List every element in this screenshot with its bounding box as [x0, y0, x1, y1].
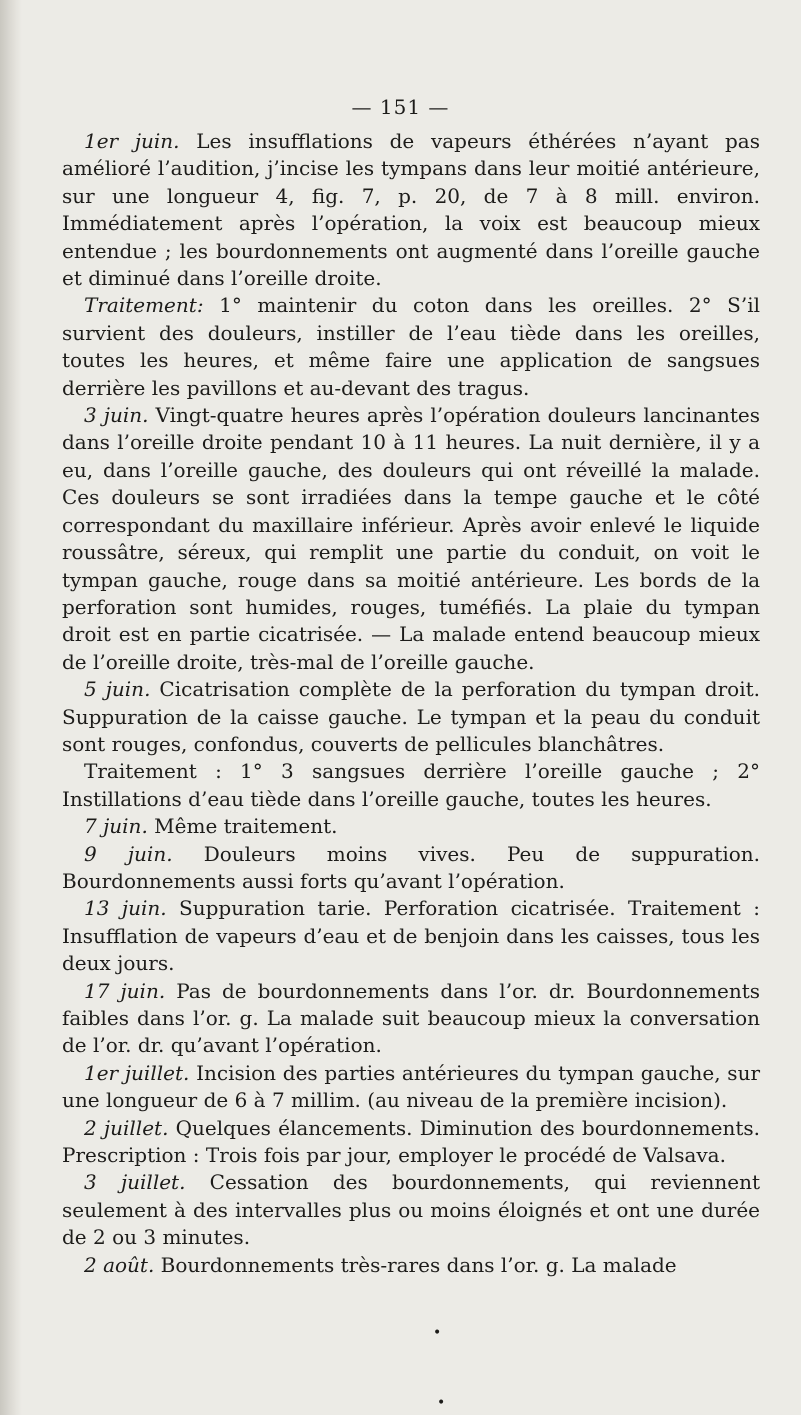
entry-text: Cessation des bourdonnements, qui reviennent seulement à des intervalles plus ou moins éloignés et ont une durée de 2 ou 3 minutes. — [62, 1170, 760, 1250]
entry-date: 3 juillet. — [84, 1170, 186, 1195]
paragraph-6 — [62, 813, 760, 840]
paragraph-4 — [62, 676, 760, 758]
paragraph-9 — [62, 978, 760, 1060]
paragraph-11 — [62, 1115, 760, 1170]
entry-text: Incision des parties antérieures du tympan gauche, sur une longueur de 6 à 7 millim. (au niveau de la première incision). — [62, 1060, 761, 1113]
entry-text: Pas de bourdonnements dans l’or. dr. Bourdonnements faibles dans l’or. g. La malade suit beaucoup mieux la conversation de l’or. dr. qu’avant l’opération. — [62, 978, 761, 1058]
entry-date: 2 juillet. — [84, 1115, 169, 1140]
entry-date: 1er juin. — [84, 129, 180, 153]
ink-speck: • — [437, 1395, 446, 1411]
body-text — [62, 128, 760, 1279]
entry-text: Douleurs moins vives. Peu de suppuration. Bourdonnements aussi forts qu’avant l’opération. — [62, 841, 760, 893]
paragraph-8 — [62, 895, 760, 977]
entry-text: Quelques élancements. Diminution des bourdonnements. Prescription : Trois fois par jour, employer le procédé de Valsava. — [62, 1115, 761, 1168]
entry-date: 9 juin. — [84, 841, 173, 866]
paragraph-2 — [62, 292, 760, 402]
entry-text: Suppuration tarie. Perforation cicatrisée. Traitement : Insufflation de vapeurs d’eau et de benjoin dans les caisses, tous les deux jours. — [62, 896, 761, 976]
entry-date: 7 juin. — [84, 814, 148, 839]
entry-text: Vingt-quatre heures après l’opération douleurs lancinantes dans l’oreille droite pendant 10 à 11 heures. La nuit dernière, il y a eu, dans l’oreille gauche, des douleurs qui ont réveillé la malade. Ces douleurs se sont irradiées dans la tempe gauche et le côté correspondant du maxillaire inférieur. Après avoir enlevé le liquide roussâtre, séreux, qui remplit une partie du conduit, on voit le tympan gauche, rouge dans sa moitié antérieure. Les bords de la perforation sont humides, rouges, tuméfiés. La plaie du tympan droit est en partie cicatrisée. — La malade entend beaucoup mieux de l’oreille droite, très-mal de l’oreille gauche. — [62, 403, 760, 674]
paragraph-10 — [62, 1060, 760, 1115]
entry-text: Les insufflations de vapeurs éthérées n’ayant pas amélioré l’audition, j’incise les tympans dans leur moitié antérieure, sur une longueur 4, fig. 7, p. 20, de 7 à 8 mill. environ. Immédiatement après l’opération, la voix est beaucoup mieux entendue ; les bourdonnements ont augmenté dans l’oreille gauche et diminué dans l’oreille droite. — [62, 129, 760, 291]
entry-text: Même traitement. — [147, 814, 338, 839]
entry-date: 1er juillet. — [84, 1060, 190, 1085]
entry-date: 5 juin. — [84, 677, 151, 702]
entry-text: Traitement : 1° 3 sangsues derrière l’oreille gauche ; 2° Instillations d’eau tiède dans l’oreille gauche, toutes les heures. — [62, 759, 760, 811]
entry-text: Bourdonnements très-rares dans l’or. g. La malade — [154, 1252, 677, 1277]
entry-date: 3 juin. — [84, 403, 149, 428]
page-number: — 151 — — [351, 95, 450, 119]
ink-speck: • — [433, 1325, 442, 1341]
paragraph-1 — [62, 128, 760, 292]
paragraph-13 — [62, 1252, 760, 1279]
entry-date: 13 juin. — [84, 896, 167, 921]
entry-label: Traitement: — [84, 293, 204, 318]
paragraph-5 — [62, 758, 760, 813]
paragraph-3 — [62, 402, 760, 676]
entry-date: 2 août. — [84, 1252, 155, 1277]
entry-text: 1° maintenir du coton dans les oreilles. 2° S’il survient des douleurs, instiller de l’eau tiède dans les oreilles, toutes les heures, et même faire une application de sangsues derrière les pavillons et au-devant des tragus. — [62, 293, 760, 400]
entry-date: 17 juin. — [84, 978, 166, 1003]
paragraph-12 — [62, 1169, 760, 1251]
page-gutter-shadow — [0, 0, 22, 1415]
entry-text: Cicatrisation complète de la perforation du tympan droit. Suppuration de la caisse gauche. Le tympan et la peau du conduit sont rouges, confondus, couverts de pellicules blanchâtres. — [62, 677, 760, 756]
paragraph-7 — [62, 841, 760, 896]
